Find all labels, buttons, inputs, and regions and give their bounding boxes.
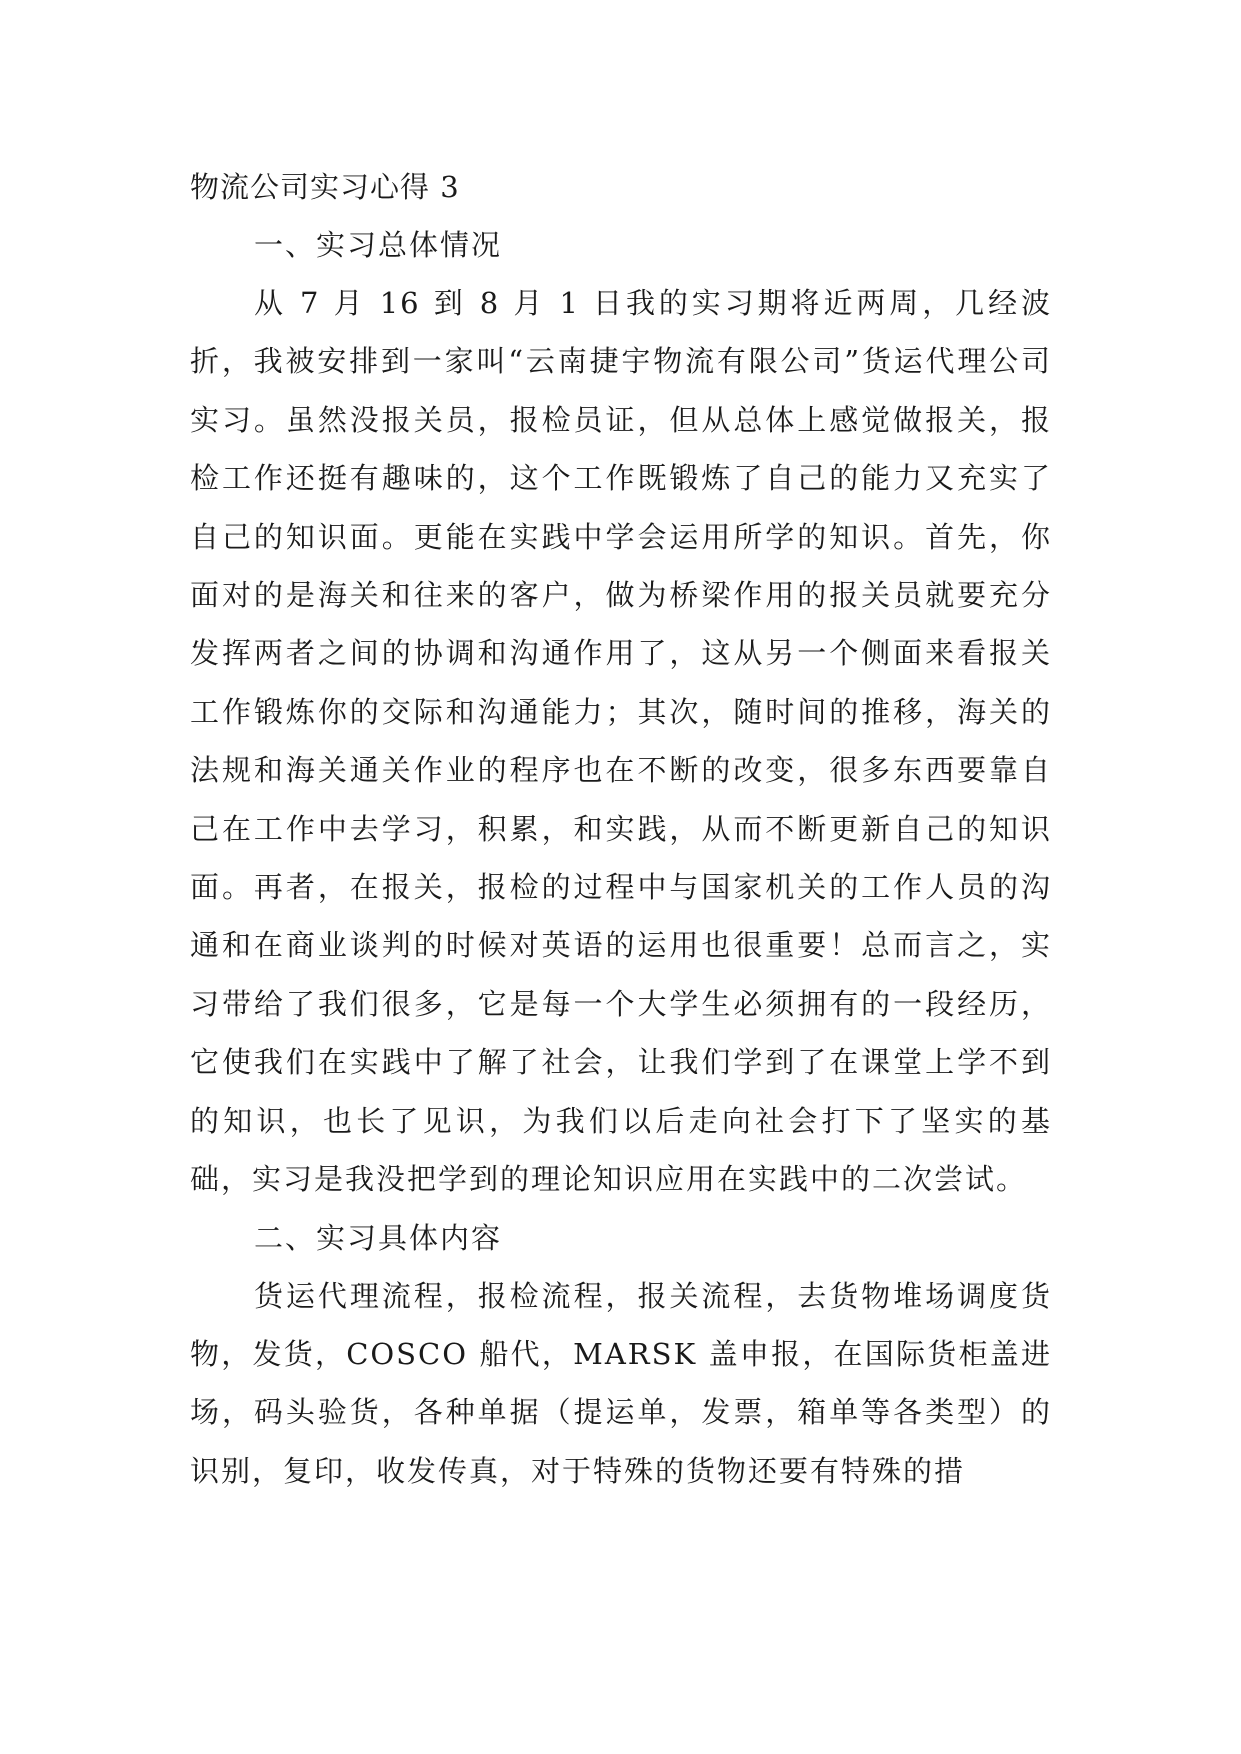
document-title: 物流公司实习心得 3 — [190, 170, 460, 204]
section-heading-overview: 一、实习总体情况 — [254, 228, 503, 262]
document-body — [190, 158, 1052, 1500]
section-paragraph-overview: 从 7 月 16 到 8 月 1 日我的实习期将近两周，几经波折，我被安排到一家叫“云南捷宇物流有限公司”货运代理公司实习。虽然没报关员，报检员证，但从总体上感觉做报关，报检工作还挺有趣味的，这个工作既锻炼了自己的能力又充实了自己的知识面。更能在实践中学会运用所学的知识。首先，你面对的是海关和往来的客户，做为桥梁作用的报关员就要充分发挥两者之间的协调和沟通作用了，这从另一个侧面来看报关工作锻炼你的交际和沟通能力；其次，随时间的推移，海关的法规和海关通关作业的程序也在不断的改变，很多东西要靠自己在工作中去学习，积累，和实践，从而不断更新自己的知识面。再者，在报关，报检的过程中与国家机关的工作人员的沟通和在商业谈判的时候对英语的运用也很重要！总而言之，实习带给了我们很多，它是每一个大学生必须拥有的一段经历，它使我们在实践中了解了社会，让我们学到了在课堂上学不到的知识，也长了见识，为我们以后走向社会打下了坚实的基础，实习是我没把学到的理论知识应用在实践中的二次尝试。 — [190, 286, 1052, 1197]
section-heading-details: 二、实习具体内容 — [254, 1220, 503, 1255]
section-paragraph-details: 货运代理流程，报检流程，报关流程，去货物堆场调度货物，发货，COSCO 船代，MARSK 盖申报，在国际货柜盖进场，码头验货，各种单据（提运单，发票，箱单等各类型）的识别，复印，收发传真，对于特殊的货物还要有特殊的措 — [190, 1278, 1052, 1488]
